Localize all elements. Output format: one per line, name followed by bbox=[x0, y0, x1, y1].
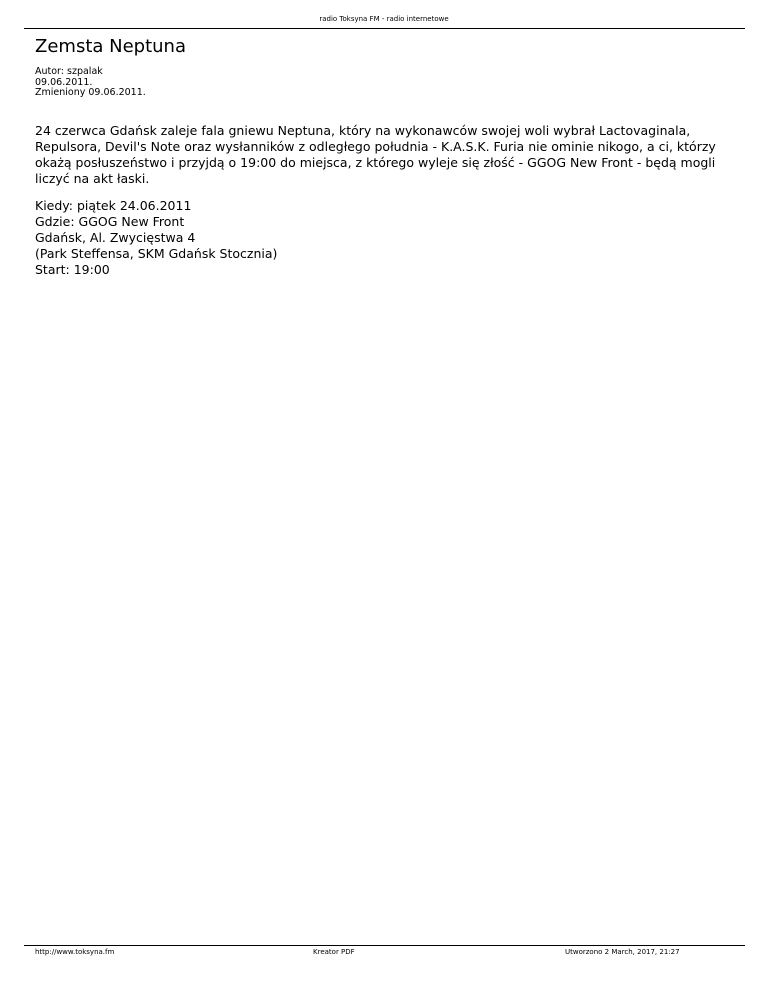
footer-generator: Kreator PDF bbox=[313, 948, 355, 956]
event-address: Gdańsk, Al. Zwycięstwa 4 bbox=[35, 230, 196, 245]
article-intro: 24 czerwca Gdańsk zaleje fala gniewu Neptuna, który na wykonawców swojej woli wybrał Lactovaginala, Repulsora, Devil's Note oraz wysłanników z odległego południa - K.A.S.K. Furia nie ominie nikogo, a ci, którzy okażą posłuszeństwo i przyjdą o 19:00 do miejsca, z którego wyleje się złość - GGOG New Front - będą mogli liczyć na akt łaski. bbox=[35, 123, 716, 186]
event-details bbox=[35, 198, 277, 278]
footer-created: Utworzono 2 March, 2017, 21:27 bbox=[565, 948, 680, 956]
event-where: Gdzie: GGOG New Front bbox=[35, 214, 185, 229]
published-date: 09.06.2011. bbox=[35, 76, 93, 88]
modified-line: Zmieniony 09.06.2011. bbox=[35, 87, 146, 98]
footer-url: http://www.toksyna.fm bbox=[35, 948, 115, 956]
header-divider bbox=[24, 28, 745, 29]
article-meta bbox=[35, 67, 146, 99]
article-title: Zemsta Neptuna bbox=[35, 36, 186, 57]
event-start: Start: 19:00 bbox=[35, 262, 110, 277]
event-when: Kiedy: piątek 24.06.2011 bbox=[35, 198, 192, 213]
event-location-note: (Park Steffensa, SKM Gdańsk Stocznia) bbox=[35, 246, 278, 261]
footer-divider bbox=[24, 945, 745, 946]
author-line: Autor: szpalak bbox=[35, 66, 103, 77]
page-header-site-title: radio Toksyna FM - radio internetowe bbox=[319, 15, 449, 23]
